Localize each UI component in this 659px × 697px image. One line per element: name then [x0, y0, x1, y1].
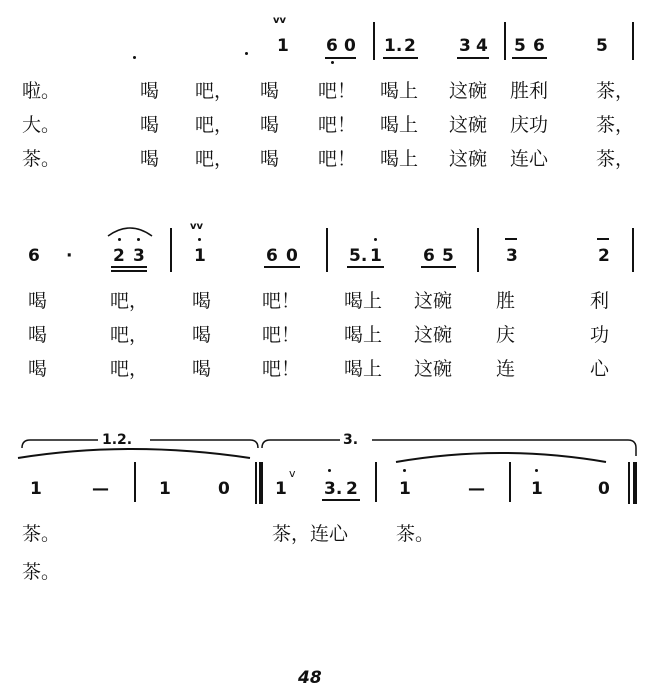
lyric: 啦。 [22, 80, 61, 102]
lyric: 吧， [195, 80, 234, 102]
lyric: 喝上 [380, 114, 419, 136]
note: 5. [349, 246, 368, 266]
note: 4 [476, 36, 488, 56]
note: 6 [423, 246, 435, 266]
note: 3 [133, 246, 145, 266]
note: 1 [531, 479, 543, 499]
lyric: 喝 [192, 324, 212, 346]
lyric: 吧！ [318, 114, 357, 136]
breath-mark: vv [190, 221, 204, 232]
note: 1 [277, 36, 289, 56]
lyric: 胜 [496, 290, 516, 312]
lyric: 喝 [260, 80, 280, 102]
lyric: 喝 [28, 324, 48, 346]
note: 3 [459, 36, 471, 56]
lyric: 吧， [195, 114, 234, 136]
lyric: 这碗 [449, 80, 488, 102]
note: 6 [326, 36, 338, 56]
lyric: 庆 [496, 324, 516, 346]
note: 2 [598, 246, 610, 266]
lyric: 这碗 [449, 148, 488, 170]
lyric: 吧！ [318, 80, 357, 102]
lyric: 大。 [22, 114, 61, 136]
note: 5 [596, 36, 608, 56]
lyric: 吧！ [262, 290, 301, 312]
high-octave-dot [328, 469, 331, 472]
lyric: 喝 [28, 290, 48, 312]
lyric: 喝 [260, 114, 280, 136]
note: 1. [384, 36, 403, 56]
lyric: 这碗 [414, 324, 453, 346]
lyric: 功 [590, 324, 610, 346]
lyric: 茶， [596, 114, 635, 136]
note: 6 [28, 246, 40, 266]
lyric: 这碗 [414, 358, 453, 380]
barline [375, 462, 377, 502]
note: 1 [159, 479, 171, 499]
note: 0 [286, 246, 298, 266]
lyric: 吧！ [262, 324, 301, 346]
lyric: 连心 [510, 148, 549, 170]
breath-mark: vv [273, 15, 287, 26]
volta-bracket-1 [150, 440, 258, 448]
volta-bracket-1 [22, 440, 98, 448]
slur [18, 449, 250, 458]
note: 6 [533, 36, 545, 56]
augmentation-dot: · [66, 246, 73, 266]
underline [322, 499, 360, 501]
lyric: 吧！ [318, 148, 357, 170]
note: 1 [194, 246, 206, 266]
lyric: 茶。 [22, 561, 61, 583]
note: 0 [344, 36, 356, 56]
barline-double [259, 462, 263, 504]
slur [108, 228, 152, 236]
slur [396, 453, 606, 462]
note: 2 [113, 246, 125, 266]
volta-label: 3. [343, 432, 359, 448]
lyric: 茶， [596, 148, 635, 170]
note: 1 [30, 479, 42, 499]
note: 1 [399, 479, 411, 499]
lyric: 喝 [28, 358, 48, 380]
note: 0 [218, 479, 230, 499]
high-octave-dot [535, 469, 538, 472]
lyric: 喝上 [380, 80, 419, 102]
lyric: 喝 [140, 148, 160, 170]
high-octave-dot [403, 469, 406, 472]
lyric: 喝上 [344, 324, 383, 346]
lyric: 喝上 [344, 290, 383, 312]
lyric: 喝 [140, 80, 160, 102]
lyric: 喝上 [380, 148, 419, 170]
note: 3. [324, 479, 343, 499]
barline-double [255, 462, 257, 504]
lyric: 茶。 [22, 148, 61, 170]
lyric: 茶。 [22, 523, 61, 545]
note: 1 [275, 479, 287, 499]
volta-bracket-2 [262, 440, 340, 448]
sustain-dash: — [92, 479, 109, 499]
note: 5 [514, 36, 526, 56]
lyric: 喝 [192, 290, 212, 312]
lyric: 连 [496, 358, 516, 380]
volta-label: 1.2. [102, 432, 133, 448]
barline-final [628, 462, 630, 504]
note: 6 [266, 246, 278, 266]
page-number: 48 [298, 668, 322, 688]
lyric: 喝 [140, 114, 160, 136]
note: 0 [598, 479, 610, 499]
note: 1 [370, 246, 382, 266]
lyric: 茶， [596, 80, 635, 102]
note: 2 [404, 36, 416, 56]
note: 5 [442, 246, 454, 266]
lyric: 心 [590, 358, 610, 380]
barline [509, 462, 511, 502]
note: 2 [346, 479, 358, 499]
lyric: 喝 [260, 148, 280, 170]
sustain-dash: — [468, 479, 485, 499]
lyric: 吧， [110, 324, 149, 346]
lyric: 胜利 [510, 80, 549, 102]
lyric: 茶，连心 [272, 523, 349, 545]
barline [134, 462, 136, 502]
lyric: 吧！ [262, 358, 301, 380]
lyric: 这碗 [449, 114, 488, 136]
lyric: 庆功 [510, 114, 549, 136]
lyric: 喝上 [344, 358, 383, 380]
note: 3 [506, 246, 518, 266]
barline-final [633, 462, 637, 504]
breath-mark: v [289, 467, 296, 480]
lyric: 利 [590, 290, 610, 312]
lyric: 吧， [110, 358, 149, 380]
lyric: 吧， [195, 148, 234, 170]
lyric: 喝 [192, 358, 212, 380]
lyric: 这碗 [414, 290, 453, 312]
lyric: 吧， [110, 290, 149, 312]
lyric: 茶。 [396, 523, 435, 545]
